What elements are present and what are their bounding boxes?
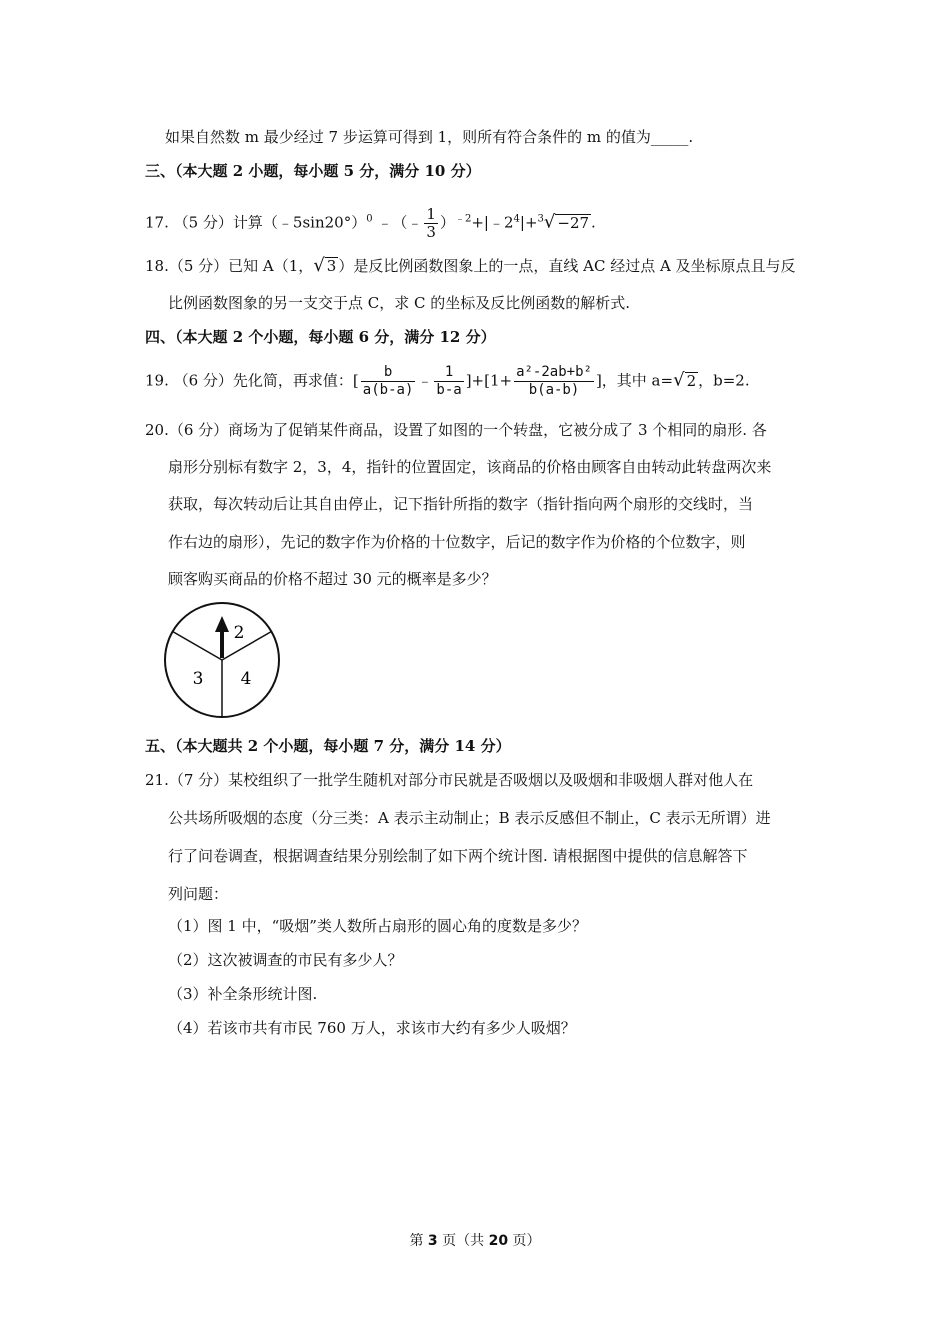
q19-f1-den: a(b-a) [362,382,414,398]
q19-sqrt: 2 [686,371,697,390]
question-21-line-3: 行了问卷调查，根据调查结果分别绘制了如下两个统计图. 请根据图中提供的信息解答下 [168,847,748,865]
q19-f3-den: b(a-b) [528,382,580,398]
question-17 [145,206,596,241]
question-21-sub-2: （2）这次被调查的市民有多少人？ [168,951,403,969]
q17-prefix: 17. （5 分）计算（﹣5sin20°） [145,213,367,232]
question-18-line-1 [145,256,796,276]
q17-tail2: |+ [519,213,538,232]
q19-f1-num: b [361,364,416,382]
footer-suffix: 页） [508,1233,541,1249]
q17-exp2: ﹣2 [454,213,472,225]
q19-prefix: 19. （6 分）先化简，再求值：[ [145,371,359,390]
footer-mid: 页（共 [437,1233,489,1249]
sector-label-right: 4 [240,669,252,689]
question-21-sub-3: （3）补全条形统计图. [168,985,318,1003]
q17-frac-den: 3 [426,223,436,241]
sector-label-left: 3 [192,669,204,689]
q19-end2: ，b=2. [698,371,750,390]
q19-minus: ﹣ [417,371,433,390]
question-21-line-1: 21.（7 分）某校组织了一批学生随机对部分市民就是否吸烟以及吸烟和非吸烟人群对他人在 [145,771,754,789]
q19-end: ]，其中 a= [595,371,674,390]
sqrt-sign: √ [313,255,325,276]
sector-label-top: 2 [233,623,245,643]
question-21-line-4: 列问题： [168,885,229,903]
page-footer [0,1230,950,1250]
section-3-heading: 三、（本大题 2 小题，每小题 5 分，满分 10 分） [145,162,481,180]
question-20-line-1: 20.（6 分）商场为了促销某件商品，设置了如图的一个转盘，它被分成了 3 个相同的扇形. 各 [145,421,767,439]
q18-l1-a: 18.（5 分）已知 A（1， [145,257,314,275]
q16-tail: 如果自然数 m 最少经过 7 步运算可得到 1，则所有符合条件的 m 的值为_____. [165,128,694,146]
footer-page-number: 3 [427,1233,438,1249]
q19-fraction-3 [514,364,594,399]
q19-mid: ]+[1+ [465,371,513,390]
q17-mid: ﹣（﹣ [377,213,423,232]
q17-cbrt: −27 [557,213,590,232]
section-4-heading: 四、（本大题 2 个小题，每小题 6 分，满分 12 分） [145,328,496,346]
section-5-heading: 五、（本大题共 2 个小题，每小题 7 分，满分 14 分） [145,737,511,755]
q17-exp0: 0 [366,213,373,225]
q19-f2-num: 1 [434,364,463,382]
footer-prefix: 第 [409,1233,428,1249]
q19-fraction-2 [434,364,463,399]
q17-paren: ） [439,213,455,232]
question-21-line-2: 公共场所吸烟的态度（分三类：A 表示主动制止；B 表示反感但不制止，C 表示无所谓）进 [168,809,771,827]
question-20-line-3: 获取，每次转动后让其自由停止，记下指针所指的数字（指针指向两个扇形的交线时，当 [168,495,754,513]
q19-fraction-1 [361,364,416,399]
q17-tail: +|﹣2 [471,213,514,232]
sqrt-sign: √ [673,369,685,391]
question-20-line-5: 顾客购买商品的价格不超过 30 元的概率是多少？ [168,570,497,588]
q18-sqrt: 3 [326,257,337,275]
q17-frac-num: 1 [426,205,436,223]
question-20-line-4: 作右边的扇形），先记的数字作为价格的十位数字，后记的数字作为价格的个位数字，则 [168,533,746,551]
q19-f3-num: a²-2ab+b² [516,364,592,380]
q17-end: . [591,213,596,232]
question-19 [145,364,750,399]
question-20-line-2: 扇形分别标有数字 2，3，4，指针的位置固定，该商品的价格由顾客自由转动此转盘两次来 [168,458,772,476]
question-21-sub-1: （1）图 1 中，“吸烟”类人数所占扇形的圆心角的度数是多少？ [168,917,587,935]
q18-l1-b: ）是反比例函数图象上的一点，直线 AC 经过点 A 及坐标原点且与反 [338,257,796,275]
q17-fraction [424,206,438,241]
cbrt-sign: √ [543,211,556,233]
q17-cbrt-index: 3 [537,213,544,225]
q19-f2-den: b-a [436,382,462,398]
q17-exp4: 4 [513,213,520,225]
question-21-sub-4: （4）若该市共有市民 760 万人，求该市大约有多少人吸烟？ [168,1019,576,1037]
question-18-line-2: 比例函数图象的另一支交于点 C，求 C 的坐标及反比例函数的解析式. [168,294,631,312]
footer-total-pages: 20 [488,1233,509,1249]
spinner-figure [160,598,284,722]
